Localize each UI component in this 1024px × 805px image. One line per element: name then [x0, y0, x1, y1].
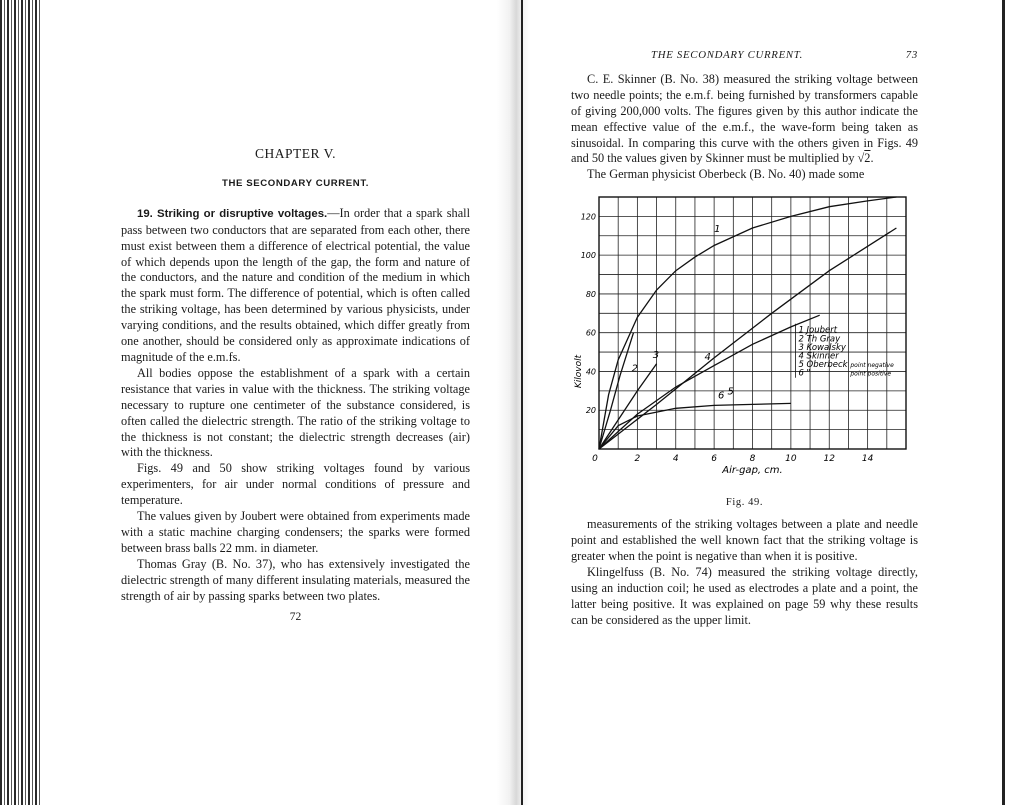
y-tick-label: 100	[580, 251, 596, 261]
right-page-edge	[1002, 0, 1005, 805]
paragraph-oberbeck: The German physicist Oberbeck (B. No. 40) made some	[587, 167, 865, 182]
series-label-3: 3	[652, 350, 660, 362]
y-tick-label: 120	[580, 212, 596, 222]
striking-voltage-chart	[571, 191, 918, 491]
series-label-1: 1	[714, 224, 721, 236]
sqrt-two	[857, 151, 874, 166]
paragraph-figs: Figs. 49 and 50 show striking voltages found by various experimenters, for air under normal conditions of pressure and temperature.	[121, 461, 470, 508]
paragraph-lead: 19. Striking or disruptive voltages.	[137, 207, 328, 220]
series-label-6: 6	[717, 390, 725, 402]
paragraph-text: C. E. Skinner (B. No. 38) measured the striking voltage between two needle points; the e.m.f. being furnished by transformers capable of giving 200,000 volts. The figures given by this author indicate the mean effective value of the e.m.f., the wave-form being taken as sinusoidal. In comparing this curve with the others given in Figs. 49 and 50 the values given by Skinner must be multiplied by	[571, 71, 918, 166]
figure-caption: Fig. 49.	[725, 497, 764, 509]
y-tick-label: 80	[585, 290, 596, 300]
paragraph-joubert: The values given by Joubert were obtained from experiments made with a static machine charging condensers; the sparks were formed between brass balls 22 mm. in diameter.	[121, 509, 470, 555]
legend-label: "	[806, 368, 811, 379]
sqrt-sign: √	[857, 151, 865, 166]
running-head-title: THE SECONDARY CURRENT.	[651, 49, 804, 61]
y-tick-label: 40	[585, 367, 596, 377]
legend-label: Skinner	[806, 351, 839, 362]
x-axis-label: Air-gap, cm.	[722, 465, 783, 477]
y-tick-label: 60	[585, 328, 596, 338]
x-tick-label: 12	[823, 454, 835, 465]
x-tick-label: 10	[785, 454, 797, 465]
left-binding-edge	[0, 0, 40, 805]
paragraph-dielectric-strength: All bodies oppose the establishment of a spark with a certain resistance that varies in value with the thickness. The striking voltage necessary to rupture one centimeter of the substance considered, is often called the dielectric strength. The ratio of the striking voltage to the thickness is not constant; the dielectric strength decreases (air) with the thickness.	[121, 365, 470, 460]
y-tick-label: 20	[585, 406, 596, 416]
running-head	[571, 48, 918, 64]
page-number-right: 73	[905, 49, 918, 61]
legend-number: 6	[798, 368, 804, 379]
series-line-1	[599, 197, 896, 449]
paragraph-measurements: measurements of the striking voltages between a plate and needle point and established the well known fact that the striking voltage is greater when the point is negative than when it is positive.	[571, 517, 918, 563]
series-label-2: 2	[631, 363, 638, 375]
chapter-title: CHAPTER V.	[254, 146, 337, 161]
figure-49	[571, 191, 918, 491]
legend-number: 3	[798, 343, 804, 354]
series-line-4	[599, 228, 896, 449]
x-tick-label: 8	[749, 454, 756, 465]
legend-number: 2	[798, 334, 804, 345]
series-label-5: 5	[727, 386, 734, 398]
legend-label: Oberbeck	[806, 360, 848, 371]
section-title: THE SECONDARY CURRENT.	[222, 177, 369, 189]
paragraph-skinner	[571, 72, 918, 167]
series-label-4: 4	[704, 352, 711, 364]
legend-number: 1	[798, 325, 804, 336]
legend-number: 4	[798, 351, 804, 362]
legend-number: 5	[798, 360, 804, 371]
x-tick-label: 14	[861, 454, 874, 465]
x-tick-label: 2	[634, 454, 641, 465]
legend-note-positive: point positive	[850, 370, 892, 378]
paragraph-thomas-gray: Thomas Gray (B. No. 37), who has extensively investigated the dielectric strength of many different insulating materials, measured the strength of air by passing sparks between two plates.	[121, 556, 470, 603]
page-number-left: 72	[289, 611, 302, 624]
origin-label: 0	[592, 454, 598, 465]
x-tick-label: 6	[711, 454, 717, 465]
paragraph-text: —In order that a spark shall pass between two conductors that are separated from each other, there must exist between them a difference of electrical potential, the value of which depends upon the length of the gap, the form and nature of the conductors, and the nature and condition of the medium in which the spark must form. The difference of potential, which is often called the striking voltage, has been determined by various physicists, under varying conditions, and the results obtained, which differ greatly from one another, should be considered only as approximate indications of magnitude of the e.m.fs.	[121, 205, 470, 364]
legend-label: Joubert	[806, 325, 838, 336]
legend-note-negative: point negative	[850, 362, 894, 370]
legend-label: Kowalsky	[806, 343, 846, 354]
paragraph-end: .	[870, 151, 874, 166]
paragraph-klingelfuss: Klingelfuss (B. No. 74) measured the striking voltage directly, using an induction coil; he used as electrodes a plate and a point, the latter being positive. It was explained on page 59 why these results can be considered as the upper limit.	[571, 564, 918, 627]
sqrt-radicand: 2	[864, 151, 871, 166]
gutter-line	[521, 0, 523, 805]
left-page	[121, 140, 470, 626]
legend-label: Th Gray	[806, 334, 841, 345]
y-axis-label: Kilovolt	[574, 355, 584, 389]
paragraph-striking-voltages	[121, 206, 470, 366]
x-tick-label: 4	[672, 454, 679, 465]
center-gutter	[497, 0, 529, 805]
right-page	[571, 48, 918, 629]
